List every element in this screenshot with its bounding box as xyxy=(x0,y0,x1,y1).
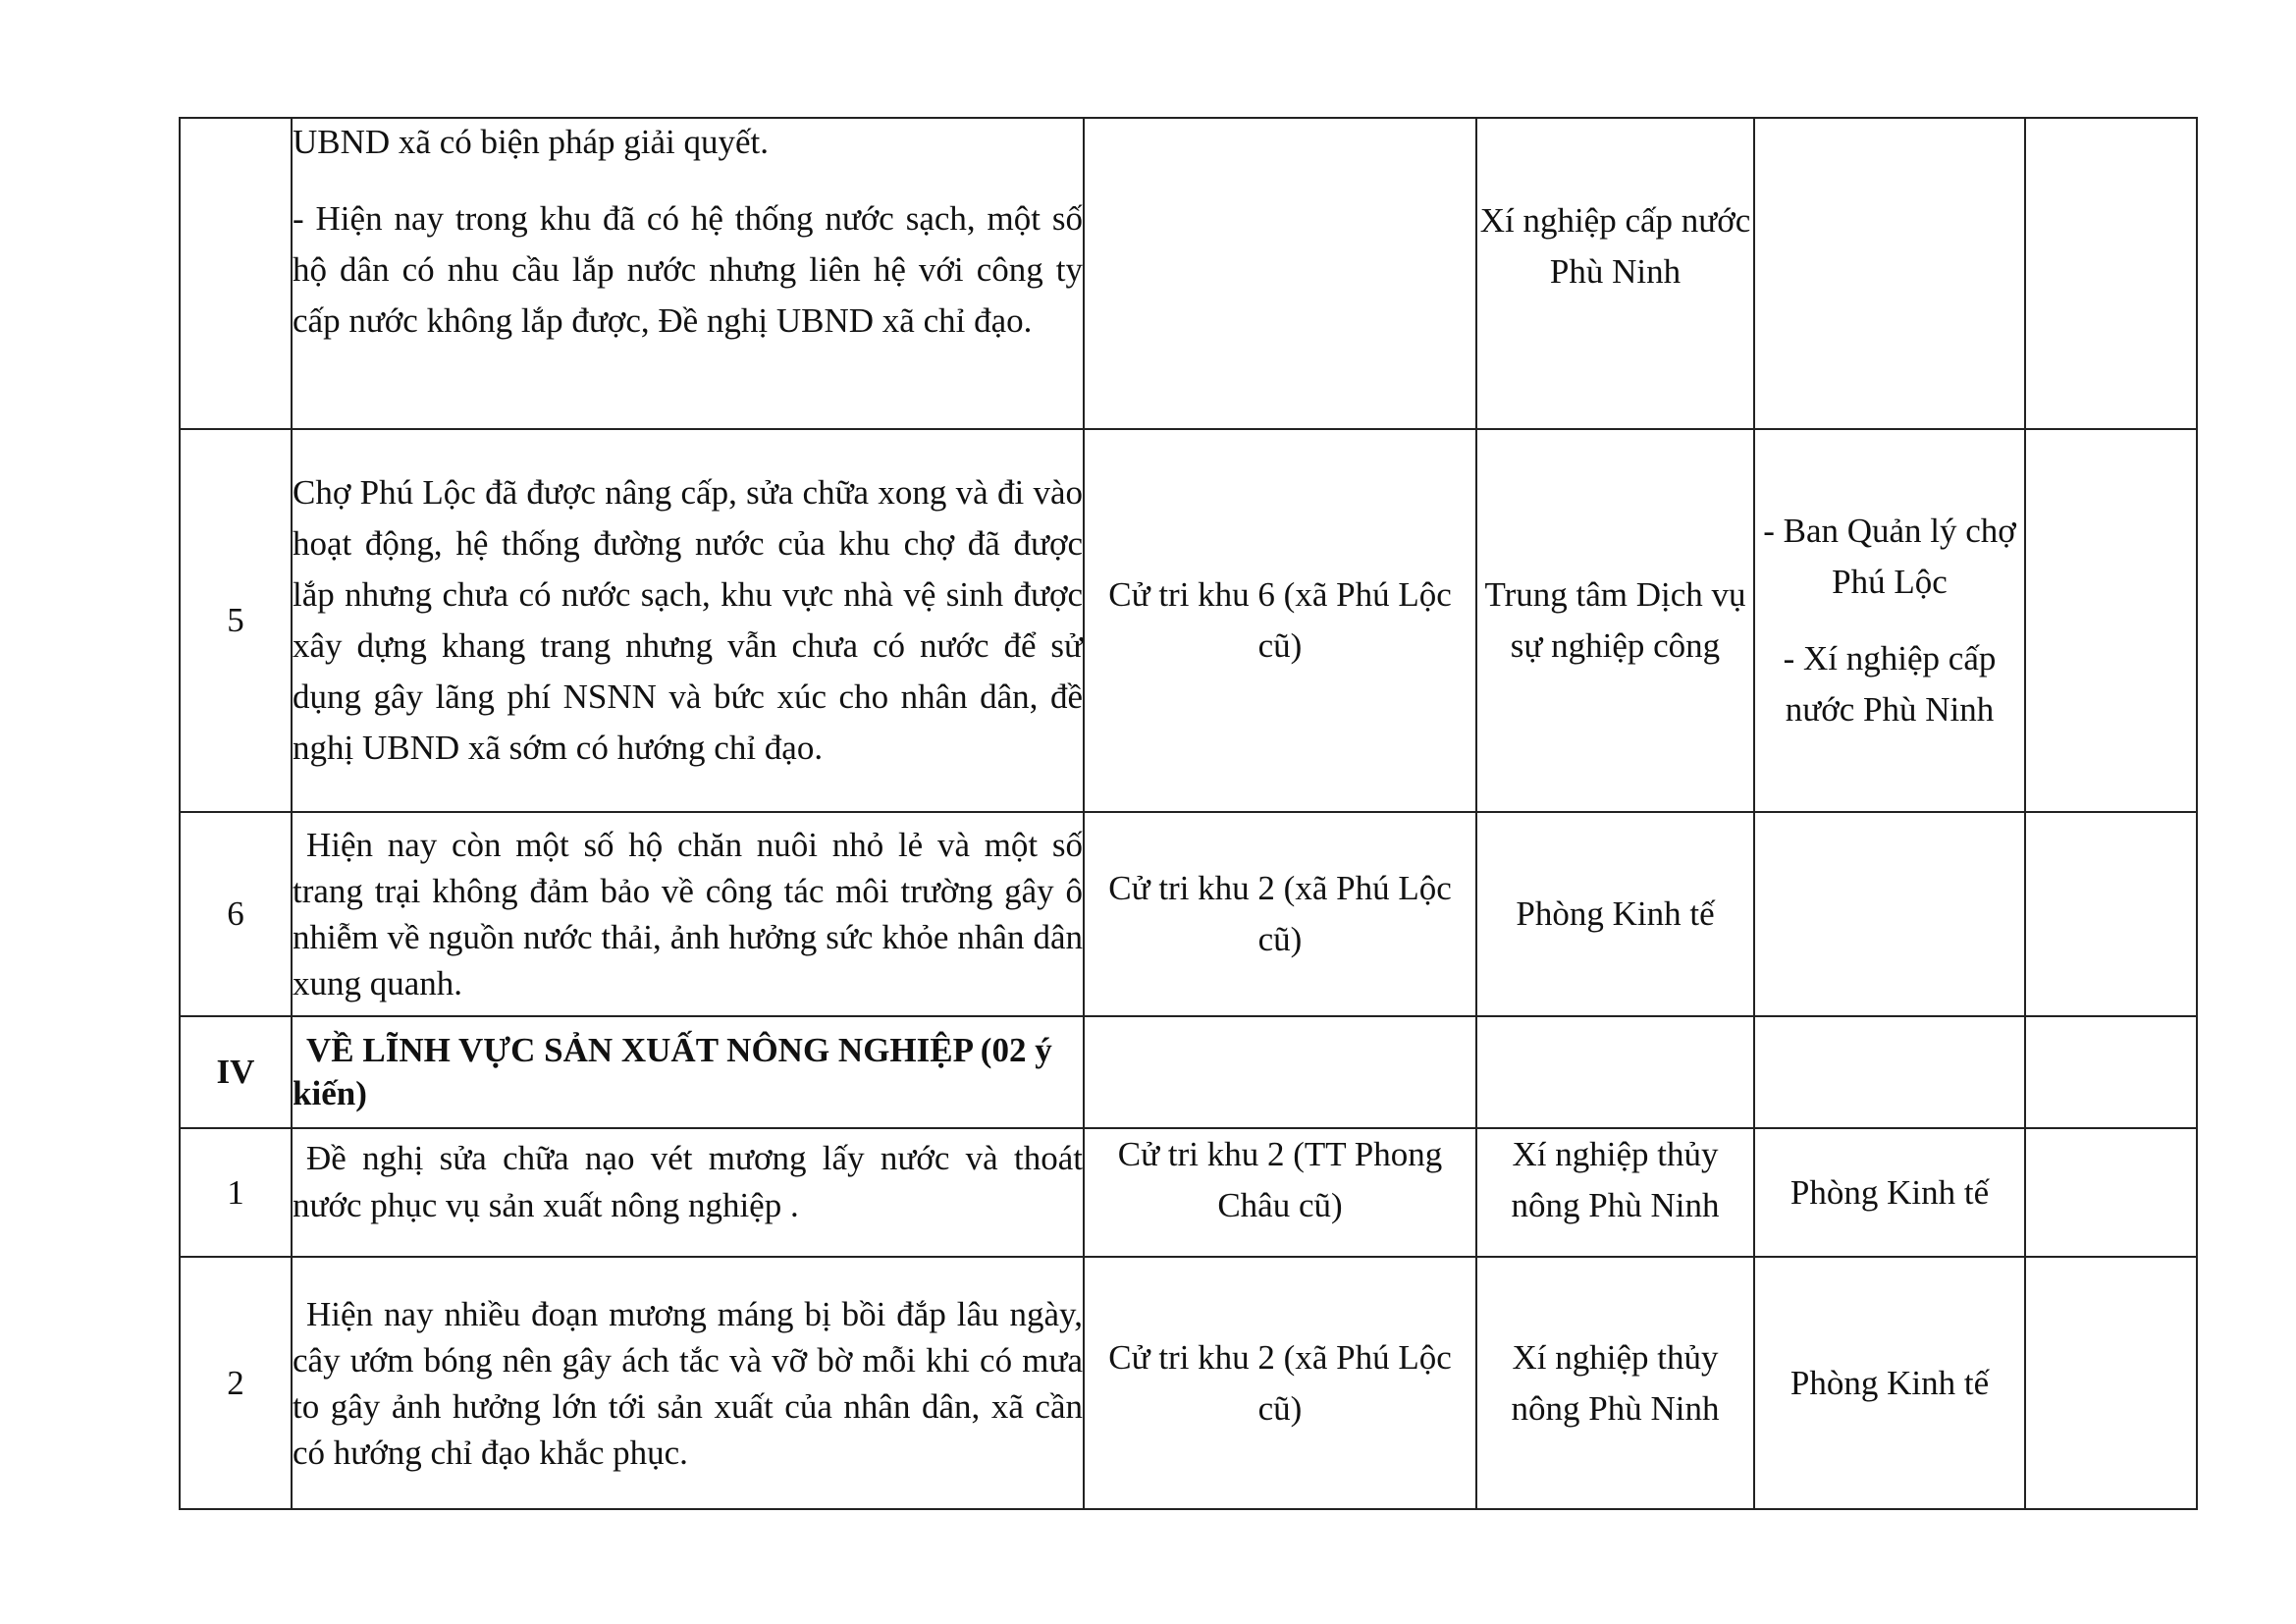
section-title-text: VỀ LĨNH VỰC SẢN XUẤT NÔNG NGHIỆP (02 ý kiến) xyxy=(293,1031,1052,1112)
table-row xyxy=(180,118,2197,429)
row-note xyxy=(2025,429,2197,812)
row-content xyxy=(292,429,1084,812)
row-voters: Cử tri khu 6 (xã Phú Lộc cũ) xyxy=(1084,429,1476,812)
row-content xyxy=(292,1257,1084,1509)
empty-cell xyxy=(1754,1016,2025,1128)
table-row xyxy=(180,812,2197,1016)
row-content xyxy=(292,1128,1084,1257)
row-note xyxy=(2025,812,2197,1016)
section-heading-row xyxy=(180,1016,2197,1128)
row-voters: Cử tri khu 2 (TT Phong Châu cũ) xyxy=(1084,1128,1476,1257)
row-coordinating xyxy=(1754,118,2025,429)
row-lead-agency: Xí nghiệp thủy nông Phù Ninh xyxy=(1476,1128,1754,1257)
content-paragraph: - Hiện nay trong khu đã có hệ thống nước sạch, một số hộ dân có nhu cầu lắp nước nhưng liên hệ với công ty cấp nước không lắp được, Đề nghị UBND xã chỉ đạo. xyxy=(293,199,1083,340)
coordinating-item: - Xí nghiệp cấp nước Phù Ninh xyxy=(1783,639,1997,729)
table-row xyxy=(180,429,2197,812)
row-note xyxy=(2025,1257,2197,1509)
row-note xyxy=(2025,1128,2197,1257)
lead-agency-text: Xí nghiệp cấp nước Phù Ninh xyxy=(1479,201,1751,291)
row-note xyxy=(2025,118,2197,429)
row-lead-agency xyxy=(1476,118,1754,429)
row-content xyxy=(292,118,1084,429)
row-lead-agency: Xí nghiệp thủy nông Phù Ninh xyxy=(1476,1257,1754,1509)
content-paragraph: UBND xã có biện pháp giải quyết. xyxy=(293,123,770,161)
coordinating-item: - Ban Quản lý chợ Phú Lộc xyxy=(1763,512,2016,601)
row-coordinating xyxy=(1754,812,2025,1016)
opinions-table xyxy=(179,117,2198,1510)
row-stt: 2 xyxy=(180,1257,292,1509)
coordinating-item: Phòng Kinh tế xyxy=(1789,1363,1990,1402)
row-stt: 1 xyxy=(180,1128,292,1257)
row-content xyxy=(292,812,1084,1016)
coordinating-item: Phòng Kinh tế xyxy=(1789,1172,1990,1212)
empty-cell xyxy=(1084,1016,1476,1128)
row-coordinating xyxy=(1754,1257,2025,1509)
row-coordinating xyxy=(1754,429,2025,812)
row-lead-agency: Phòng Kinh tế xyxy=(1476,812,1754,1016)
row-voters xyxy=(1084,118,1476,429)
content-paragraph: Hiện nay còn một số hộ chăn nuôi nhỏ lẻ và một số trang trại không đảm bảo về công tác môi trường gây ô nhiễm về nguồn nước thải, ảnh hưởng sức khỏe nhân dân xung quanh. xyxy=(293,826,1083,1002)
row-voters: Cử tri khu 2 (xã Phú Lộc cũ) xyxy=(1084,1257,1476,1509)
empty-cell xyxy=(1476,1016,1754,1128)
row-stt xyxy=(180,118,292,429)
empty-cell xyxy=(2025,1016,2197,1128)
table-row xyxy=(180,1257,2197,1509)
table-row xyxy=(180,1128,2197,1257)
section-number: IV xyxy=(180,1016,292,1128)
content-paragraph: Chợ Phú Lộc đã được nâng cấp, sửa chữa xong và đi vào hoạt động, hệ thống đường nước của khu chợ đã được lắp nhưng chưa có nước sạch, khu vực nhà vệ sinh được xây dựng khang trang nhưng vẫn chưa có nước để sử dụng gây lãng phí NSNN và bức xúc cho nhân dân, đề nghị UBND xã sớm có hướng chỉ đạo. xyxy=(293,473,1083,767)
row-voters: Cử tri khu 2 (xã Phú Lộc cũ) xyxy=(1084,812,1476,1016)
row-stt: 6 xyxy=(180,812,292,1016)
section-title xyxy=(292,1016,1084,1128)
content-paragraph: Đề nghị sửa chữa nạo vét mương lấy nước và thoát nước phục vụ sản xuất nông nghiệp . xyxy=(293,1139,1083,1224)
row-lead-agency: Trung tâm Dịch vụ sự nghiệp công xyxy=(1476,429,1754,812)
content-paragraph: Hiện nay nhiều đoạn mương máng bị bồi đắp lâu ngày, cây ướm bóng nên gây ách tắc và vỡ bờ mỗi khi có mưa to gây ảnh hưởng lớn tới sản xuất của nhân dân, xã cần có hướng chỉ đạo khắc phục. xyxy=(293,1294,1083,1472)
row-coordinating xyxy=(1754,1128,2025,1257)
row-stt: 5 xyxy=(180,429,292,812)
